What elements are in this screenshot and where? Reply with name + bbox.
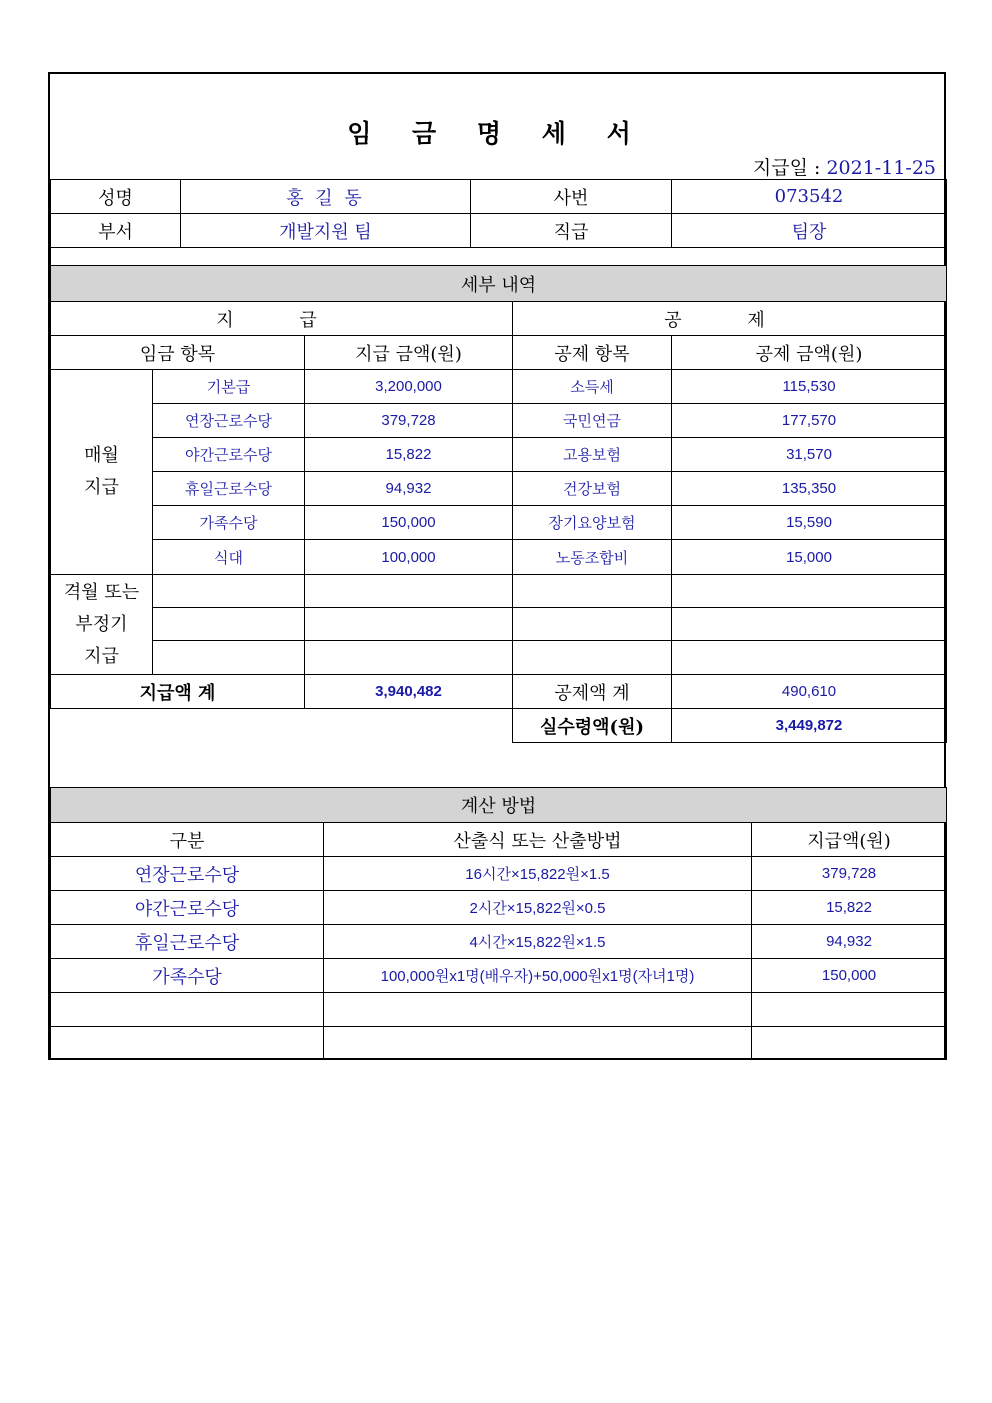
table-row [51, 1027, 947, 1060]
calc-amount: 15,822 [752, 891, 947, 925]
calc-formula: 16시간×15,822원×1.5 [324, 857, 752, 891]
deduct-amount: 177,570 [672, 404, 947, 438]
name-label: 성명 [51, 180, 181, 214]
empty-cell [51, 1027, 324, 1060]
details-table [50, 265, 947, 743]
pay-date [753, 153, 936, 180]
deduct-amount: 31,570 [672, 438, 947, 472]
pay-amount: 150,000 [305, 506, 513, 540]
table-row [51, 404, 947, 438]
empty-cell [153, 608, 305, 641]
empty-cell [672, 641, 947, 675]
monthly-pay-label: 매월 지급 [51, 370, 153, 575]
details-section-title: 세부 내역 [51, 266, 947, 302]
table-row [51, 959, 947, 993]
calc-amount: 150,000 [752, 959, 947, 993]
empty-cell [305, 575, 513, 608]
pay-item: 가족수당 [153, 506, 305, 540]
table-row [51, 608, 947, 641]
pay-amount: 94,932 [305, 472, 513, 506]
pay-amount: 15,822 [305, 438, 513, 472]
empty-cell [672, 575, 947, 608]
table-row [51, 540, 947, 575]
col-category: 구분 [51, 823, 324, 857]
col-formula: 산출식 또는 산출방법 [324, 823, 752, 857]
table-row [51, 370, 947, 404]
col-amount: 지급액(원) [752, 823, 947, 857]
empty-cell [51, 709, 513, 743]
table-row [51, 993, 947, 1027]
deduct-total: 490,610 [672, 675, 947, 709]
deduct-header: 공 제 [513, 302, 947, 336]
totals-row [51, 675, 947, 709]
calc-category: 가족수당 [51, 959, 324, 993]
pay-date-label: 지급일 : [752, 157, 821, 179]
calc-amount: 379,728 [752, 857, 947, 891]
pay-item: 야간근로수당 [153, 438, 305, 472]
spacer-row [51, 248, 947, 266]
employee-number: 073542 [672, 180, 947, 214]
deduct-item: 고용보험 [513, 438, 672, 472]
deduct-amount: 15,000 [672, 540, 947, 575]
irregular-pay-label: 격월 또는 부정기 지급 [51, 575, 153, 675]
pay-amount: 100,000 [305, 540, 513, 575]
pay-header: 지 급 [51, 302, 513, 336]
empty-cell [324, 1027, 752, 1060]
empty-cell [672, 608, 947, 641]
pay-item: 식대 [153, 540, 305, 575]
employee-dept: 개발지원 팀 [181, 214, 471, 248]
empty-cell [752, 993, 947, 1027]
pay-amount: 3,200,000 [305, 370, 513, 404]
net-row [51, 709, 947, 743]
rank-label: 직급 [471, 214, 672, 248]
col-pay-amount: 지급 금액(원) [305, 336, 513, 370]
pay-total: 3,940,482 [305, 675, 513, 709]
pay-item: 휴일근로수당 [153, 472, 305, 506]
empty-cell [513, 608, 672, 641]
table-row [51, 641, 947, 675]
deduct-total-label: 공제액 계 [513, 675, 672, 709]
empty-cell [153, 575, 305, 608]
calculation-table [50, 787, 947, 1060]
calc-section-title: 계산 방법 [51, 788, 947, 823]
empty-cell [513, 575, 672, 608]
empty-cell [51, 993, 324, 1027]
empty-cell [153, 641, 305, 675]
pay-item: 기본급 [153, 370, 305, 404]
empty-cell [324, 993, 752, 1027]
net-amount: 3,449,872 [672, 709, 947, 743]
deduct-amount: 115,530 [672, 370, 947, 404]
pay-statement [48, 72, 946, 1060]
calc-formula: 4시간×15,822원×1.5 [324, 925, 752, 959]
empty-cell [752, 1027, 947, 1060]
deduct-item: 노동조합비 [513, 540, 672, 575]
deduct-item: 건강보험 [513, 472, 672, 506]
empty-cell [305, 608, 513, 641]
calc-category: 휴일근로수당 [51, 925, 324, 959]
table-row [51, 857, 947, 891]
employee-info-table [50, 179, 947, 266]
calc-formula: 2시간×15,822원×0.5 [324, 891, 752, 925]
employee-name: 홍 길 동 [181, 180, 471, 214]
document-title: 임 금 명 세 서 [347, 119, 647, 148]
empty-cell [513, 641, 672, 675]
dept-label: 부서 [51, 214, 181, 248]
empty-cell [305, 641, 513, 675]
calc-formula: 100,000원x1명(배우자)+50,000원x1명(자녀1명) [324, 959, 752, 993]
deduct-item: 장기요양보험 [513, 506, 672, 540]
col-pay-item: 임금 항목 [51, 336, 305, 370]
table-row [51, 891, 947, 925]
table-row [51, 472, 947, 506]
table-row [51, 506, 947, 540]
calc-amount: 94,932 [752, 925, 947, 959]
col-deduct-amount: 공제 금액(원) [672, 336, 947, 370]
emp-no-label: 사번 [471, 180, 672, 214]
deduct-item: 국민연금 [513, 404, 672, 438]
table-row [51, 438, 947, 472]
pay-date-value: 2021-11-25 [826, 157, 936, 179]
deduct-item: 소득세 [513, 370, 672, 404]
col-deduct-item: 공제 항목 [513, 336, 672, 370]
pay-total-label: 지급액 계 [51, 675, 305, 709]
net-label: 실수령액(원) [513, 709, 672, 743]
calc-category: 야간근로수당 [51, 891, 324, 925]
pay-amount: 379,728 [305, 404, 513, 438]
pay-item: 연장근로수당 [153, 404, 305, 438]
calc-category: 연장근로수당 [51, 857, 324, 891]
deduct-amount: 135,350 [672, 472, 947, 506]
table-row [51, 575, 947, 608]
table-row [51, 925, 947, 959]
employee-rank: 팀장 [672, 214, 947, 248]
deduct-amount: 15,590 [672, 506, 947, 540]
